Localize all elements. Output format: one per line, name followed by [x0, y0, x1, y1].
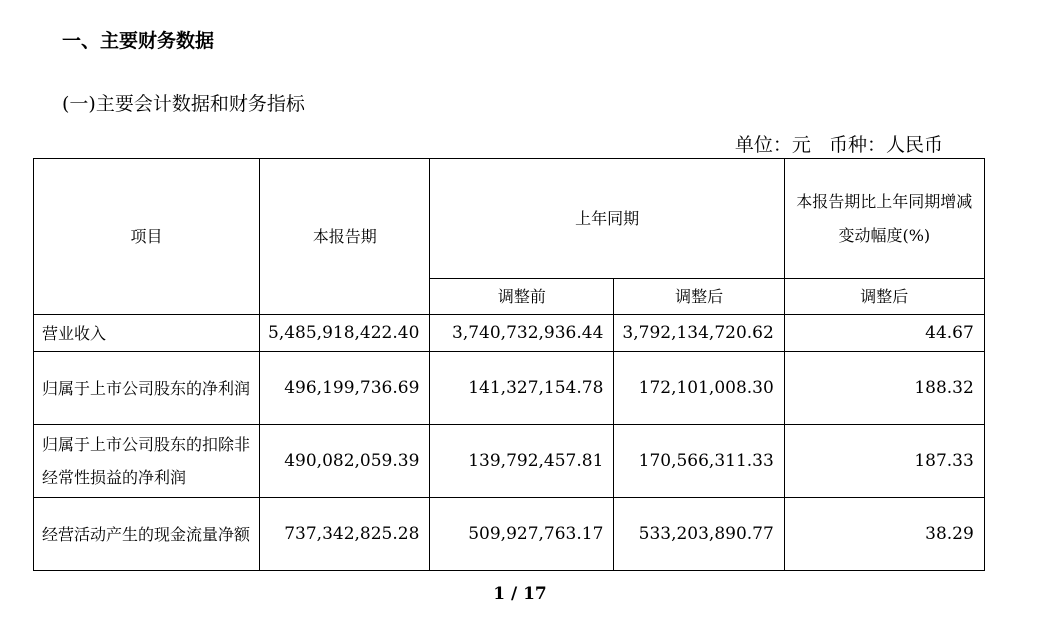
cell-change-percent: 44.67 [784, 315, 984, 352]
cell-current: 490,082,059.39 [260, 425, 430, 498]
cell-before-adjustment: 3,740,732,936.44 [430, 315, 614, 352]
header-last-year: 上年同期 [430, 159, 784, 279]
header-change-percent: 本报告期比上年同期增减变动幅度(%) [784, 159, 984, 279]
cell-before-adjustment: 139,792,457.81 [430, 425, 614, 498]
cell-current: 496,199,736.69 [260, 352, 430, 425]
row-label: 归属于上市公司股东的净利润 [34, 352, 260, 425]
table-row [34, 425, 985, 498]
cell-current: 5,485,918,422.40 [260, 315, 430, 352]
row-label: 经营活动产生的现金流量净额 [34, 498, 260, 571]
page-number: 1 / 17 [493, 584, 547, 604]
sub-title: (一)主要会计数据和财务指标 [62, 93, 305, 115]
cell-change-percent: 188.32 [784, 352, 984, 425]
table-row [34, 352, 985, 425]
header-item: 项目 [34, 159, 260, 315]
cell-after-adjustment: 172,101,008.30 [614, 352, 784, 425]
cell-change-percent: 38.29 [784, 498, 984, 571]
cell-after-adjustment: 170,566,311.33 [614, 425, 784, 498]
table-row [34, 315, 985, 352]
unit-currency-line: 单位：元 币种：人民币 [734, 134, 943, 156]
header-current-period: 本报告期 [260, 159, 430, 315]
header-before-adjustment: 调整前 [430, 279, 614, 315]
section-title: 一、主要财务数据 [62, 30, 215, 52]
cell-current: 737,342,825.28 [260, 498, 430, 571]
cell-before-adjustment: 141,327,154.78 [430, 352, 614, 425]
header-change-after-adjustment: 调整后 [784, 279, 984, 315]
header-after-adjustment: 调整后 [614, 279, 784, 315]
table-row [34, 498, 985, 571]
cell-after-adjustment: 533,203,890.77 [614, 498, 784, 571]
cell-change-percent: 187.33 [784, 425, 984, 498]
row-label: 归属于上市公司股东的扣除非经常性损益的净利润 [34, 425, 260, 498]
row-label: 营业收入 [34, 315, 260, 352]
financial-data-table [33, 158, 985, 571]
cell-after-adjustment: 3,792,134,720.62 [614, 315, 784, 352]
cell-before-adjustment: 509,927,763.17 [430, 498, 614, 571]
